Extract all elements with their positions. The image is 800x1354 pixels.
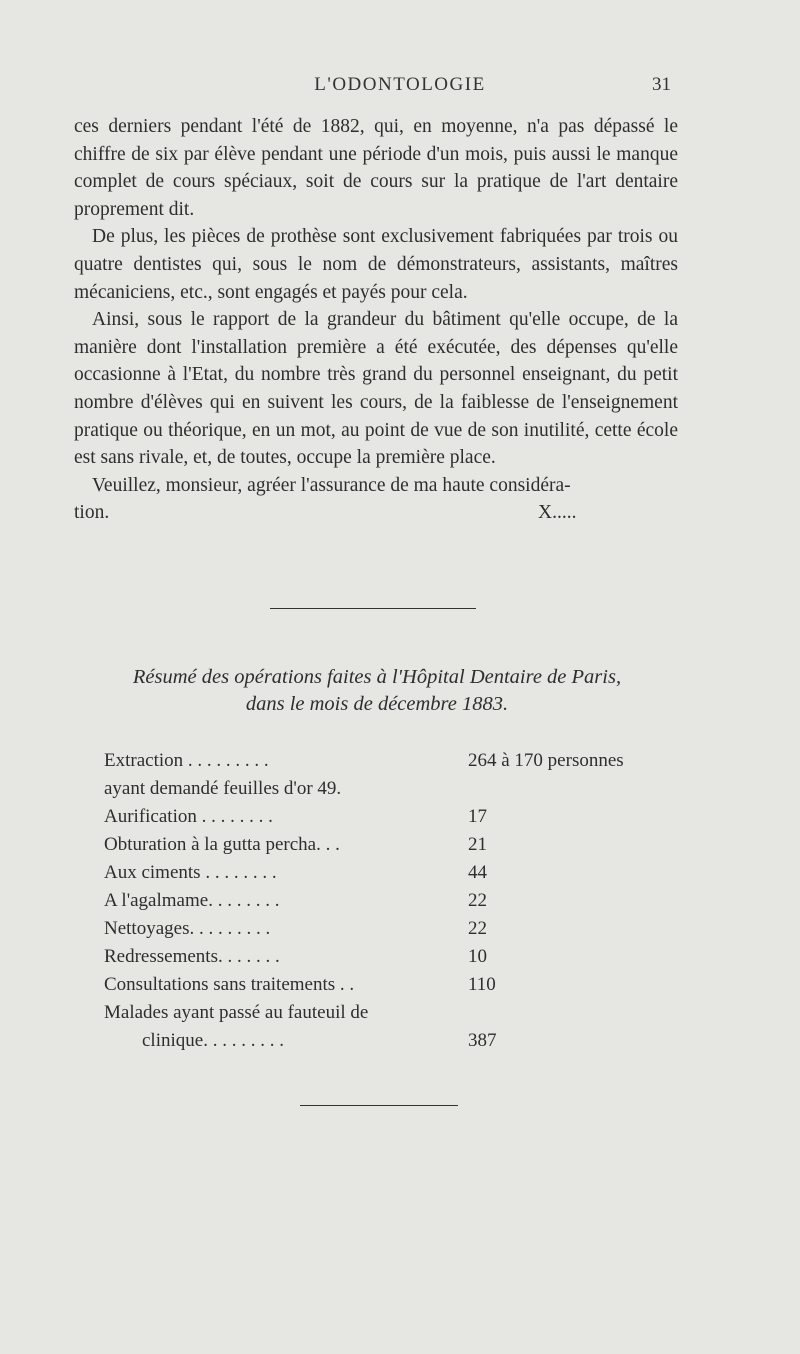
table-row <box>104 834 684 861</box>
row-label: Obturation à la gutta percha. . . <box>104 834 340 855</box>
table-row <box>104 778 684 805</box>
row-value: 44 <box>468 862 487 883</box>
closing-line <box>74 499 678 527</box>
row-label: Redressements. . . . . . . <box>104 946 280 967</box>
row-label: ayant demandé feuilles d'or 49. <box>104 778 342 799</box>
end-divider <box>300 1105 458 1106</box>
row-label: clinique. . . . . . . . . <box>142 1030 284 1051</box>
summary-title-line: Résumé des opérations faites à l'Hôpital Dentaire de Paris, <box>132 666 622 688</box>
table-row <box>104 974 684 1001</box>
letter-text <box>74 113 678 527</box>
row-value: 17 <box>468 806 487 827</box>
table-row <box>104 862 684 889</box>
row-value: 264 à 170 personnes <box>468 750 624 771</box>
signature: X..... <box>538 502 577 524</box>
summary-title-line: dans le mois de décembre 1883. <box>245 693 509 715</box>
row-value: 22 <box>468 918 487 939</box>
paragraph: Ainsi, sous le rapport de la grandeur du bâtiment qu'elle occupe, de la manière dont l'installation première a été exécutée, des dépenses qu'elle occasionne à l'Etat, du nombre très grand du personnel enseignant, du petit nombre d'élèves qui en suivent les cours, de la faiblesse de l'enseignement pratique ou théorique, en un mot, au point de vue de son inutilité, cette école est sans rivale, et, de toutes, occupe la première place. <box>74 309 678 469</box>
table-row <box>104 890 684 917</box>
table-row <box>104 806 684 833</box>
section-divider <box>270 608 476 609</box>
summary-title <box>74 664 680 718</box>
row-value: 387 <box>468 1030 497 1051</box>
row-label: Extraction . . . . . . . . . <box>104 750 269 771</box>
paragraph: De plus, les pièces de prothèse sont exclusivement fabriquées par trois ou quatre dentistes qui, sous le nom de démonstrateurs, assistants, maîtres mécaniciens, etc., sont engagés et payés pour cela. <box>74 226 678 303</box>
row-label: A l'agalmame. . . . . . . . <box>104 890 280 911</box>
running-title: L'ODONTOLOGIE <box>314 74 486 95</box>
paragraph: Veuillez, monsieur, agréer l'assurance de ma haute considéra- <box>92 474 571 496</box>
row-label: Aux ciments . . . . . . . . <box>104 862 277 883</box>
table-row <box>104 918 684 945</box>
row-value: 10 <box>468 946 487 967</box>
row-label: Consultations sans traitements . . <box>104 974 355 995</box>
table-row <box>104 1030 684 1057</box>
closing-word: tion. <box>74 502 110 524</box>
paragraph: ces derniers pendant l'été de 1882, qui, en moyenne, n'a pas dépassé le chiffre de six par élève pendant une période d'un mois, puis aussi le manque complet de cours spéciaux, soit de cours sur la pratique de l'art dentaire proprement dit. <box>74 116 678 220</box>
table-row <box>104 946 684 973</box>
row-value: 21 <box>468 834 487 855</box>
running-head <box>0 74 800 104</box>
page-number: 31 <box>652 74 671 95</box>
table-row <box>104 1002 684 1029</box>
row-label: Nettoyages. . . . . . . . . <box>104 918 271 939</box>
row-value: 22 <box>468 890 487 911</box>
table-row <box>104 750 684 777</box>
row-label: Malades ayant passé au fauteuil de <box>104 1002 369 1023</box>
row-label: Aurification . . . . . . . . <box>104 806 273 827</box>
row-value: 110 <box>468 974 496 995</box>
